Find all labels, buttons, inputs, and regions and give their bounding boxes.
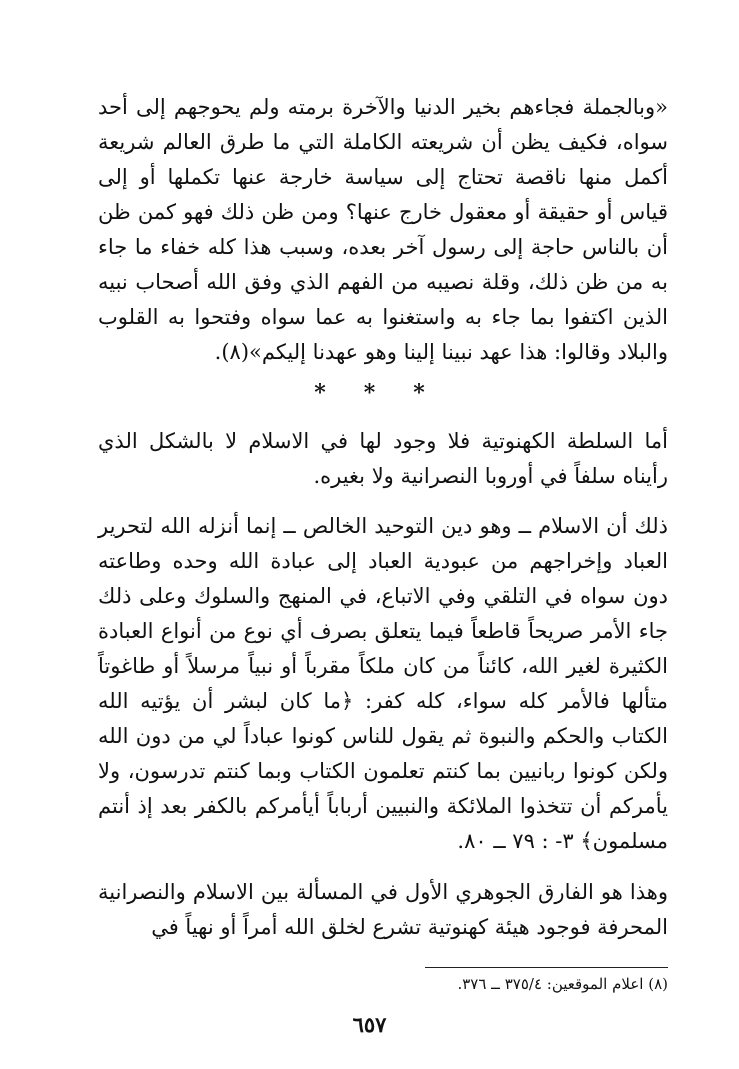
page-number: ٦٥٧ <box>352 1012 387 1037</box>
paragraph-priesthood-authority: أما السلطة الكهنوتية فلا وجود لها في الاسلام لا بالشكل الذي رأيناه سلفاً في أوروبا النصرانية ولا بغيره. <box>98 429 668 488</box>
asterisk-icon: * <box>363 380 376 406</box>
footnote: (٨) اعلام الموقعين: ٣٧٥/٤ ــ ٣٧٦. <box>457 975 668 993</box>
paragraph-quote-conclusion: «وبالجملة فجاءهم بخير الدنيا والآخرة برمته ولم يحوجهم إلى أحد سواه، فكيف يظن أن شريعته الكاملة التي ما طرق العالم شريعة أكمل منها ناقصة تحتاج إلى سياسة خارجة عنها تكملها أو إلى قياس أو حقيقة أو معقول خارج عنها؟ ومن ظن ذلك فهو كمن ظن أن بالناس حاجة إلى رسول آخر بعده، وسبب هذا كله خفاء ما جاء به من ظن ذلك، وقلة نصيبه من الفهم الذي وفق الله أصحاب نبيه الذين اكتفوا بما جاء به واستغنوا به عما سواه وفتحوا به القلوب والبلاد وقالوا: هذا عهد نبينا إلينا وهو عهدنا إليكم»(٨). <box>98 95 668 364</box>
asterisk-icon: * <box>413 380 425 406</box>
footnote-divider <box>425 967 668 968</box>
paragraph-essential-difference: وهذا هو الفارق الجوهري الأول في المسألة بين الاسلام والنصرانية المحرفة فوجود هيئة كهنوتية تشرع لخلق الله أمراً أو نهياً في <box>98 880 668 939</box>
asterisk-icon: * <box>314 380 326 406</box>
section-separator <box>0 380 739 410</box>
paragraph-islam-tawhid: ذلك أن الاسلام ــ وهو دين التوحيد الخالص ــ إنما أنزله الله لتحرير العباد وإخراجهم من عبودية العباد إلى عبادة الله وحده وطاعته دون سواه في التلقي وفي الاتباع، في المنهج والسلوك وعلى ذلك جاء الأمر صريحاً قاطعاً فيما يتعلق بصرف أي نوع من أنواع العبادة الكثيرة لغير الله، كائناً من كان ملكاً مقرباً أو نبياً مرسلاً أو طاغوتاً متألها فالأمر كله سواء، كله كفر: ﴿ما كان لبشر أن يؤتيه الله الكتاب والحكم والنبوة ثم يقول للناس كونوا عباداً لي من دون الله ولكن كونوا ربانيين بما كنتم تعلمون الكتاب وبما كنتم تدرسون، ولا يأمركم أن تتخذوا الملائكة والنبيين أرباباً أيأمركم بالكفر بعد إذ أنتم مسلمون﴾ ٣- : ٧٩ ــ ٨٠. <box>98 514 668 853</box>
